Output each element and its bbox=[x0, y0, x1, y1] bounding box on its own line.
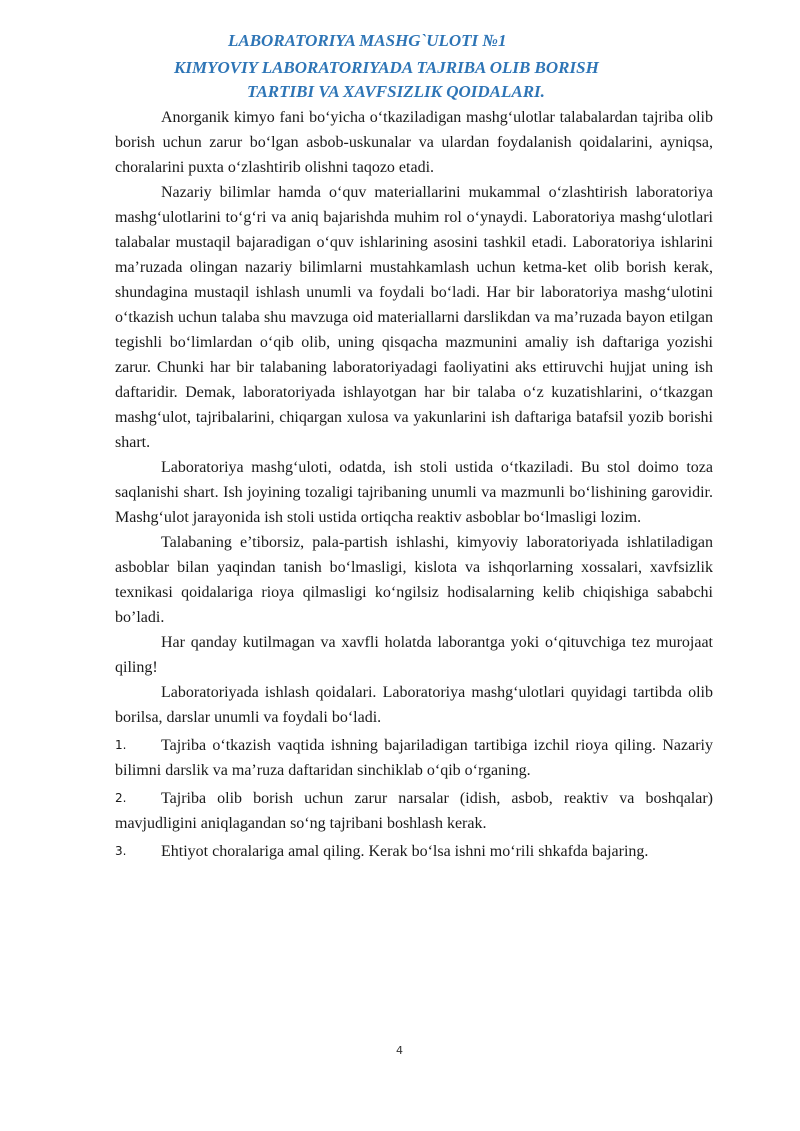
list-item-number: 1. bbox=[115, 738, 127, 752]
list-item bbox=[115, 786, 713, 836]
list-item-text: Ehtiyot choralariga amal qiling. Kerak bo‘lsa ishni mo‘rili shkafda bajaring. bbox=[161, 843, 649, 860]
paragraph-safety: Talabaning e’tiborsiz, pala-partish ishlashi, kimyoviy laboratoriyada ishlatiladigan asboblar bilan yaqindan tanish bo‘lmasligi, kislota va ishqorlarning xossalari, xavfsizlik texnikasi qoidalariga rioya qilmasligi ko‘ngilsiz hodisalarning kelib chiqishiga sababchi bo’ladi. bbox=[115, 534, 713, 626]
list-item bbox=[115, 839, 713, 864]
document-body bbox=[115, 105, 713, 864]
list-item bbox=[115, 733, 713, 783]
list-item-text: Tajriba olib borish uchun zarur narsalar (idish, asbob, reaktiv va boshqalar) mavjudligini aniqlagandan so‘ng tajribani boshlash kerak. bbox=[115, 790, 713, 832]
page-number: 4 bbox=[396, 1044, 403, 1057]
paragraph-theory: Nazariy bilimlar hamda o‘quv materiallarini mukammal o‘zlashtirish laboratoriya mashg‘ulotlarini to‘g‘ri va aniq bajarishda muhim rol o‘ynaydi. Laboratoriya mashg‘ulotlari talabalar mustaqil bajaradigan o‘quv ishlarining asosini tashkil etadi. Laboratoriya ishlarini ma’ruzada olingan nazariy bilimlarni mustahkamlash uchun ketma-ket olib borish kerak, shundagina mustaqil ishlash unumli va foydali bo‘ladi. Har bir laboratoriya mashg‘ulotini o‘tkazish uchun talaba shu mavzuga oid materiallarni darslikdan va ma’ruzada bayon etilgan tegishli bo‘limlardan o‘qib olib, uning qisqacha mazmunini amaliy ish daftariga yozishi zarur. Chunki har bir talabaning laboratoriyadagi faoliyatini aks ettiruvchi hujjat uning ish daftaridir. Demak, laboratoriyada ishlayotgan har bir talaba o‘z kuzatishlarini, o‘tkazgan mashg‘ulot, tajribalarini, chiqargan xulosa va yakunlarini ish daftariga batafsil yozib borishi shart. bbox=[115, 184, 713, 451]
paragraph-workbench: Laboratoriya mashg‘uloti, odatda, ish stoli ustida o‘tkaziladi. Bu stol doimo toza saqlanishi shart. Ish joyining tozaligi tajribaning unumli va mazmunli bo‘lishining garovidir. Mashg‘ulot jarayonida ish stoli ustida ortiqcha reaktiv asboblar bo‘lmasligi lozim. bbox=[115, 459, 713, 526]
list-item-number: 2. bbox=[115, 791, 127, 805]
lab-session-title: LABORATORIYA MASHG`ULOTI №1 bbox=[228, 31, 507, 50]
list-item-number: 3. bbox=[115, 844, 127, 858]
list-item-text: Tajriba o‘tkazish vaqtida ishning bajariladigan tartibiga izchil rioya qiling. Nazariy bilimni darslik va ma’ruza daftaridan sinchiklab o‘qib o‘rganing. bbox=[115, 737, 713, 779]
topic-title-line-2: TARTIBI VA XAVFSIZLIK QOIDALARI. bbox=[247, 82, 545, 101]
paragraph-emergency: Har qanday kutilmagan va xavfli holatda laborantga yoki o‘qituvchiga tez murojaat qiling! bbox=[115, 634, 713, 676]
paragraph-intro: Anorganik kimyo fani bo‘yicha o‘tkaziladigan mashg‘ulotlar talabalardan tajriba olib borish uchun zarur bo‘lgan asbob-uskunalar va ulardan foydalanish qoidalarini, ayniqsa, choralarini puxta o‘zlashtirib olishni taqozo etadi. bbox=[115, 109, 713, 176]
paragraph-rules-intro: Laboratoriyada ishlash qoidalari. Laboratoriya mashg‘ulotlari quyidagi tartibda olib borilsa, darslar unumli va foydali bo‘ladi. bbox=[115, 684, 713, 726]
topic-title-line-1: KIMYOVIY LABORATORIYADA TAJRIBA OLIB BORISH bbox=[174, 58, 599, 77]
